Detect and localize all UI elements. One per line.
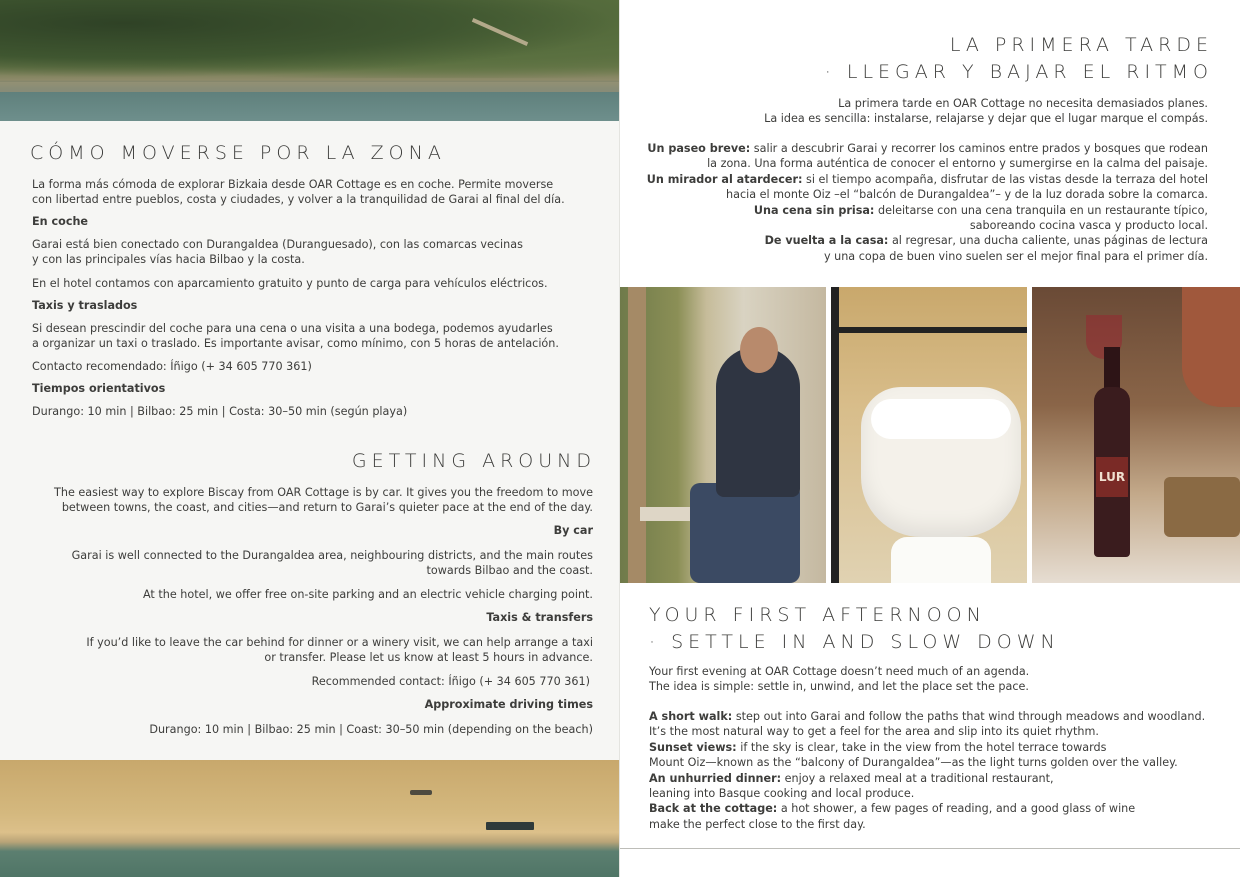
en-contact-line: Recommended contact: Íñigo (+ 34 605 770 361) xyxy=(311,675,590,688)
en-afternoon-intro-line: Your first evening at OAR Cottage doesn’t need much of an agenda. xyxy=(649,665,1030,678)
es-taxi-line: a organizar un taxi o traslado. Es importante avisar, como mínimo, con 5 horas de antelación. xyxy=(32,337,559,351)
water xyxy=(0,92,620,121)
en-intro-line: between towns, the coast, and cities—and return to Garai’s quieter pace at the end of the day. xyxy=(61,501,593,515)
es-car-line: Garai está bien conectado con Durangaldea (Duranguesado), con las comarcas vecinas xyxy=(32,238,523,251)
es-back-text-2: y una copa de buen vino suelen ser el mejor final para el primer día. xyxy=(823,249,1208,263)
es-car-line: y con las principales vías hacia Bilbao y la costa. xyxy=(32,253,305,267)
es-walk-label: Un paseo breve: xyxy=(647,142,751,155)
es-back-line xyxy=(647,233,1208,248)
beach-photo xyxy=(0,760,620,877)
en-dinner-text-2: leaning into Basque cooking and local produce. xyxy=(649,787,915,801)
es-times xyxy=(32,404,407,419)
en-view-label: Sunset views: xyxy=(649,740,737,754)
es-afternoon-intro-line: La primera tarde en OAR Cottage no necesita demasiados planes. xyxy=(838,97,1208,110)
es-parking xyxy=(32,276,548,291)
es-walk-text: salir a descubrir Garai y recorrer los caminos entre prados y bosques que rodean xyxy=(750,142,1208,155)
es-view-line xyxy=(647,172,1208,187)
en-back-line xyxy=(649,801,1205,816)
en-walk-text-2: It’s the most natural way to get a feel for the area and slip into its quiet rhythm. xyxy=(649,725,1099,739)
en-back-label: Back at the cottage: xyxy=(649,802,778,816)
es-view-text: si el tiempo acompaña, disfrutar de las vistas desde la terraza del hotel xyxy=(802,172,1208,186)
en-car-line: towards Bilbao and the coast. xyxy=(426,564,593,578)
person-arm xyxy=(1182,287,1240,407)
es-taxi-line: Si desean prescindir del coche para una cena o una visita a una bodega, podemos ayudarles xyxy=(32,322,553,335)
en-times xyxy=(149,722,593,737)
en-first-afternoon-title-1: YOUR FIRST AFTERNOON xyxy=(649,604,986,626)
es-taxi-text xyxy=(32,321,559,352)
en-dinner-text: enjoy a relaxed meal at a traditional restaurant, xyxy=(781,771,1054,785)
wine-label: LUR xyxy=(1096,457,1128,497)
es-parking-line: En el hotel contamos con aparcamiento gratuito y punto de carga para vehículos eléctricos. xyxy=(32,277,548,290)
es-afternoon-intro-line: La idea es sencilla: instalarse, relajarse y dejar que el lugar marque el compás. xyxy=(764,112,1208,126)
es-first-afternoon-title-1: LA PRIMERA TARDE xyxy=(949,34,1213,56)
en-getting-around-title: GETTING AROUND xyxy=(351,450,596,472)
es-afternoon-list xyxy=(647,141,1208,264)
es-back-label: De vuelta a la casa: xyxy=(764,234,889,248)
en-parking xyxy=(143,587,593,602)
es-taxi-heading: Taxis y traslados xyxy=(32,299,138,312)
en-taxi-heading: Taxis & transfers xyxy=(486,611,593,624)
towel xyxy=(891,537,991,583)
en-car-line: Garai is well connected to the Durangaldea area, neighbouring districts, and the main routes xyxy=(71,549,593,562)
en-view-text: if the sky is clear, take in the view from the hotel terrace towards xyxy=(736,740,1107,754)
en-view-line xyxy=(649,740,1205,755)
es-times-line: Durango: 10 min | Bilbao: 25 min | Costa: 30–50 min (según playa) xyxy=(32,405,408,418)
en-walk-text: step out into Garai and follow the paths that wind through meadows and woodland. xyxy=(732,710,1206,723)
shoreline xyxy=(0,82,620,92)
bottom-rule xyxy=(620,848,1240,849)
es-contact xyxy=(32,359,312,374)
en-walk-line xyxy=(649,709,1205,724)
en-contact xyxy=(312,674,590,689)
en-taxi-text xyxy=(86,635,593,666)
es-intro-line: La forma más cómoda de explorar Bizkaia desde OAR Cottage es en coche. Permite moverse xyxy=(32,178,554,191)
es-back-text: al regresar, una ducha caliente, unas páginas de lectura xyxy=(888,234,1208,248)
en-back-text-2: make the perfect close to the first day. xyxy=(649,817,866,831)
es-contact-line: Contacto recomendado: Íñigo (+ 34 605 770 361) xyxy=(32,360,312,373)
lake-photo xyxy=(0,0,620,121)
wine-photo xyxy=(1032,287,1240,583)
en-car-text xyxy=(72,548,593,579)
window-frame xyxy=(628,287,646,583)
shower-bar xyxy=(831,327,1027,333)
es-first-afternoon-title-2: · LLEGAR Y BAJAR EL RITMO xyxy=(824,61,1213,83)
en-car-heading: By car xyxy=(553,524,593,537)
forest-hill xyxy=(0,0,620,78)
man-at-window-photo xyxy=(620,287,826,583)
boat xyxy=(486,822,534,830)
en-afternoon-intro-line: The idea is simple: settle in, unwind, and let the place set the pace. xyxy=(649,680,1029,694)
man-head xyxy=(740,327,778,373)
en-intro-line: The easiest way to explore Biscay from OAR Cottage is by car. It gives you the freedom to move xyxy=(54,486,593,499)
man-legs xyxy=(690,483,800,583)
es-intro xyxy=(32,177,565,208)
es-afternoon-intro xyxy=(764,96,1208,127)
en-view-text-2: Mount Oiz—known as the “balcony of Durangaldea”—as the light turns golden over the valley. xyxy=(649,756,1178,770)
people-on-beach xyxy=(410,790,432,795)
en-intro xyxy=(54,485,593,516)
es-walk-text-2: la zona. Una forma auténtica de conocer el entorno y sumergirse en la calma del paisaje. xyxy=(707,157,1208,171)
en-afternoon-intro xyxy=(649,664,1029,695)
en-dinner-line xyxy=(649,771,1205,786)
es-view-text-2: hacia el monte Oiz –el “balcón de Durangaldea”– y de la luz dorada sobre la comarca. xyxy=(726,188,1208,202)
bath-foam xyxy=(871,399,1011,439)
es-car-heading: En coche xyxy=(32,215,89,228)
en-taxi-line: If you’d like to leave the car behind for dinner or a winery visit, we can help arrange a taxi xyxy=(86,636,593,649)
en-parking-line: At the hotel, we offer free on-site parking and an electric vehicle charging point. xyxy=(142,588,593,601)
right-page xyxy=(620,0,1240,877)
es-getting-around-title: CÓMO MOVERSE POR LA ZONA xyxy=(30,142,446,164)
cutting-board xyxy=(1164,477,1240,537)
es-intro-line: con libertad entre pueblos, costa y ciudades, y volver a la tranquilidad de Garai al final del día. xyxy=(32,193,565,207)
es-dinner-text-2: saboreando cocina vasca y producto local. xyxy=(969,219,1208,233)
en-times-line: Durango: 10 min | Bilbao: 25 min | Coast: 30–50 min (depending on the beach) xyxy=(149,723,593,736)
en-walk-label: A short walk: xyxy=(649,710,733,723)
es-dinner-line xyxy=(647,203,1208,218)
en-first-afternoon-title-2: · SETTLE IN AND SLOW DOWN xyxy=(649,631,1060,653)
es-walk-line xyxy=(647,141,1208,156)
en-times-heading: Approximate driving times xyxy=(424,698,593,711)
es-car-text xyxy=(32,237,523,268)
bathtub-photo xyxy=(831,287,1027,583)
en-back-text: a hot shower, a few pages of reading, and a good glass of wine xyxy=(777,802,1136,816)
es-times-heading: Tiempos orientativos xyxy=(32,382,166,395)
en-afternoon-list xyxy=(649,709,1205,832)
en-dinner-label: An unhurried dinner: xyxy=(649,771,782,785)
es-view-label: Un mirador al atardecer: xyxy=(646,172,803,186)
en-taxi-line: or transfer. Please let us know at least 5 hours in advance. xyxy=(264,651,593,665)
es-dinner-text: deleitarse con una cena tranquila en un restaurante típico, xyxy=(874,203,1208,217)
es-dinner-label: Una cena sin prisa: xyxy=(753,203,875,217)
